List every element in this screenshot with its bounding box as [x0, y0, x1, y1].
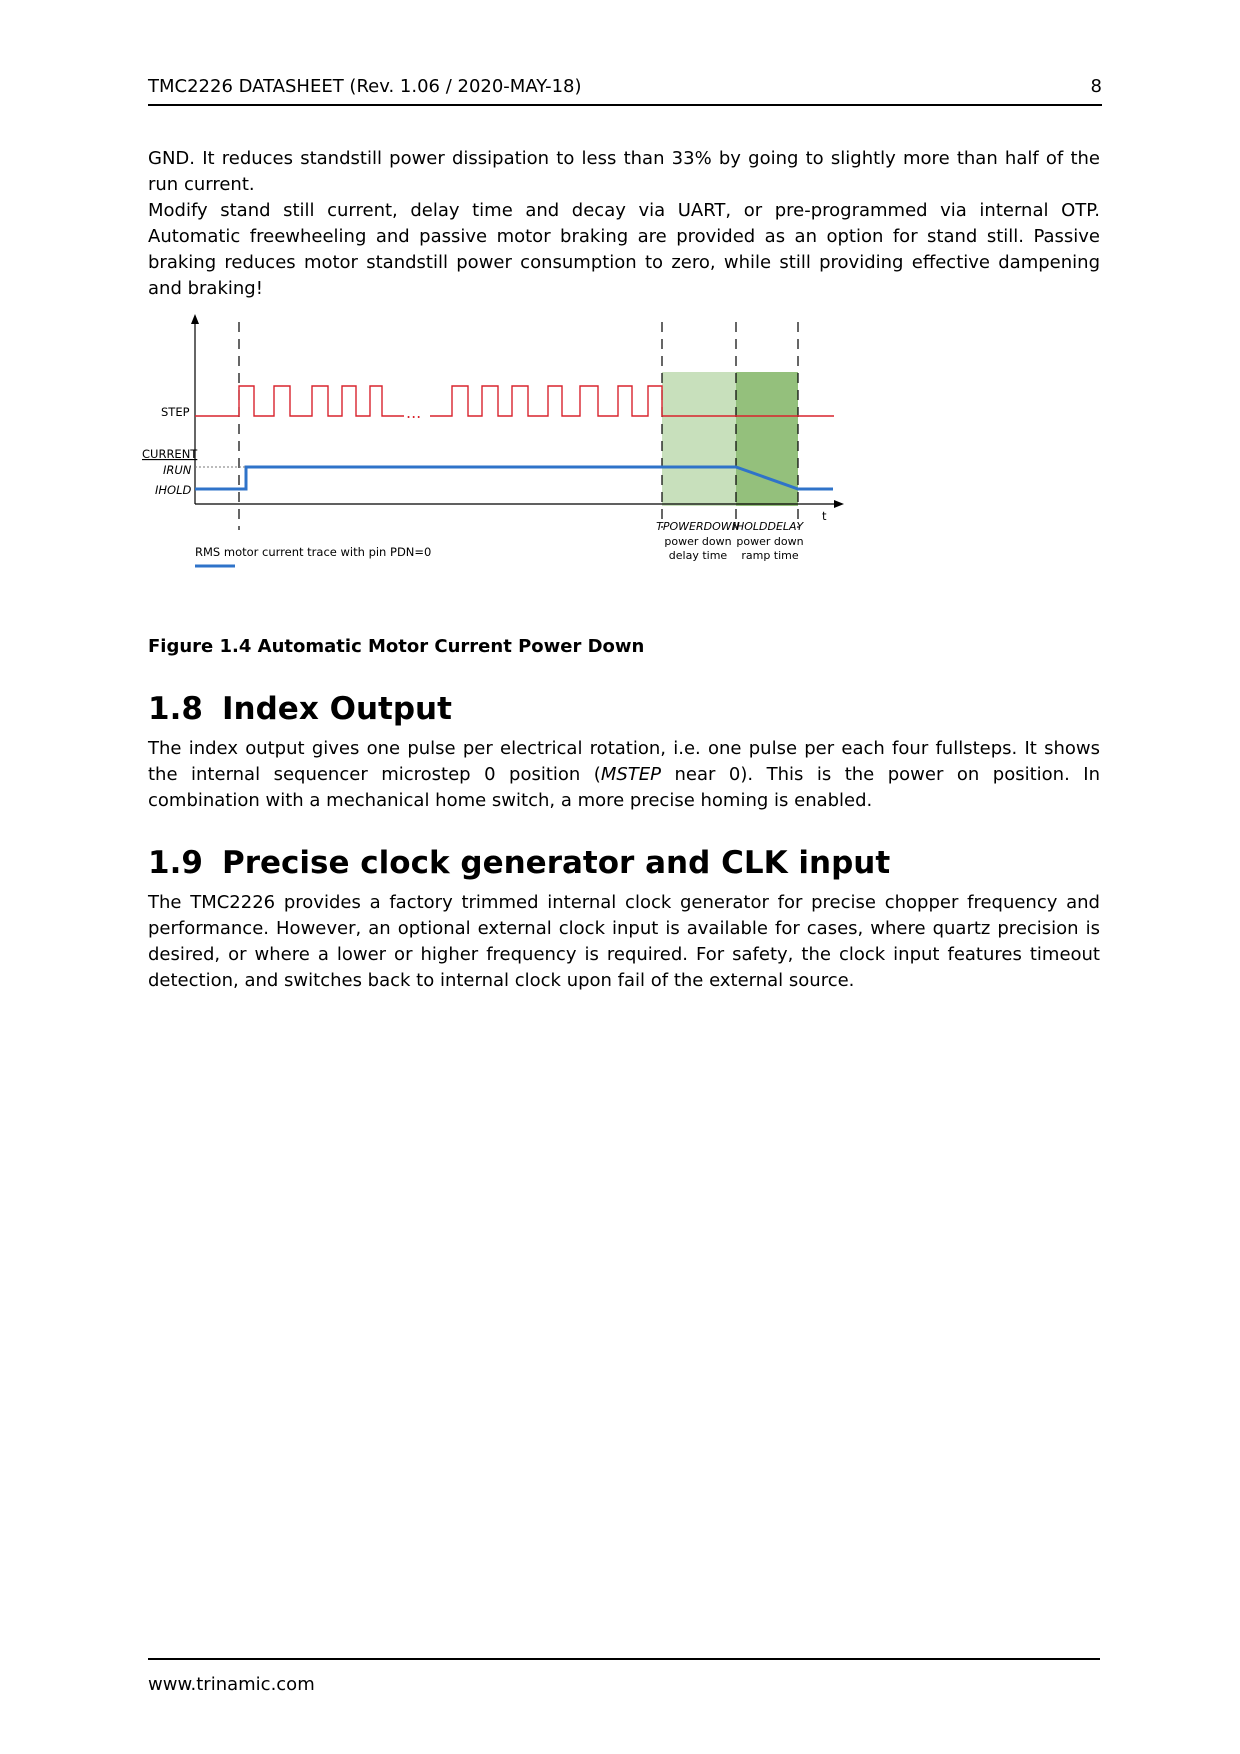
section-heading-clock [148, 844, 1100, 882]
document-title: TMC2226 DATASHEET (Rev. 1.06 / 2020-MAY-18) [148, 76, 582, 97]
delay-region [662, 372, 736, 506]
footer-link[interactable]: www.trinamic.com [148, 1674, 315, 1695]
ihold-label: IHOLD [155, 483, 192, 497]
figure-power-down [142, 310, 1100, 630]
section-heading-index-output [148, 690, 1100, 728]
irun-label: IRUN [163, 463, 192, 477]
legend-text: RMS motor current trace with pin PDN=0 [195, 545, 432, 559]
power-down-delay-label-2: delay time [668, 549, 728, 562]
timing-diagram [142, 310, 1100, 630]
figure-caption: Figure 1.4 Automatic Motor Current Power Down [148, 636, 645, 657]
page-header [148, 76, 1102, 106]
step-dots: ... [406, 403, 422, 422]
power-down-delay-label-1: power down [664, 535, 732, 548]
time-axis-label: t [822, 509, 827, 523]
clock-paragraph: The TMC2226 provides a factory trimmed internal clock generator for precise chopper frequency and performance. However, an optional external clock input is available for cases, where quartz precision is desired, or where a lower or higher frequency is required. For safety, the clock input features timeout detection, and switches back to internal clock upon fail of the external source. [148, 892, 1100, 991]
intro-paragraph-1: GND. It reduces standstill power dissipation to less than 33% by going to slightly more than half of the run current. [148, 148, 1100, 195]
step-trace [195, 386, 404, 416]
page-content [142, 146, 1100, 994]
section-title: Precise clock generator and CLK input [222, 845, 891, 881]
power-down-ramp-label-2: ramp time [741, 549, 799, 562]
page-footer [148, 1658, 1100, 1695]
x-axis-arrow [834, 500, 844, 508]
intro-paragraph-2: Modify stand still current, delay time and decay via UART, or pre-programmed via internal OTP. Automatic freewheeling and passive motor braking are provided as an option for stand still. Passive braking reduces motor standstill power consumption to zero, while still providing effective dampening and braking! [148, 200, 1100, 299]
page-number: 8 [1090, 76, 1102, 97]
mstep-term: MSTEP [600, 764, 662, 785]
index-output-paragraph [148, 736, 1100, 814]
step-trace-2 [430, 386, 568, 416]
section-title: Index Output [222, 691, 452, 727]
text-run: The index output gives one pulse per electrical rotation, i.e. one pulse per each four fullsteps. It shows the internal sequencer microstep 0 position ( [148, 738, 1100, 785]
current-label: CURRENT [142, 447, 198, 461]
y-axis-arrow [191, 314, 199, 324]
step-label: STEP [161, 405, 190, 419]
power-down-ramp-label-1: power down [736, 535, 804, 548]
section-number: 1.8 [148, 691, 203, 727]
tpowerdown-label: TPOWERDOWN [656, 520, 740, 533]
iholddelay-label: IHOLDDELAY [732, 520, 804, 533]
text-run: near 0). This is the power on position. In combination with a mechanical home switch, a more precise homing is enabled. [148, 764, 1100, 811]
section-number: 1.9 [148, 845, 203, 881]
